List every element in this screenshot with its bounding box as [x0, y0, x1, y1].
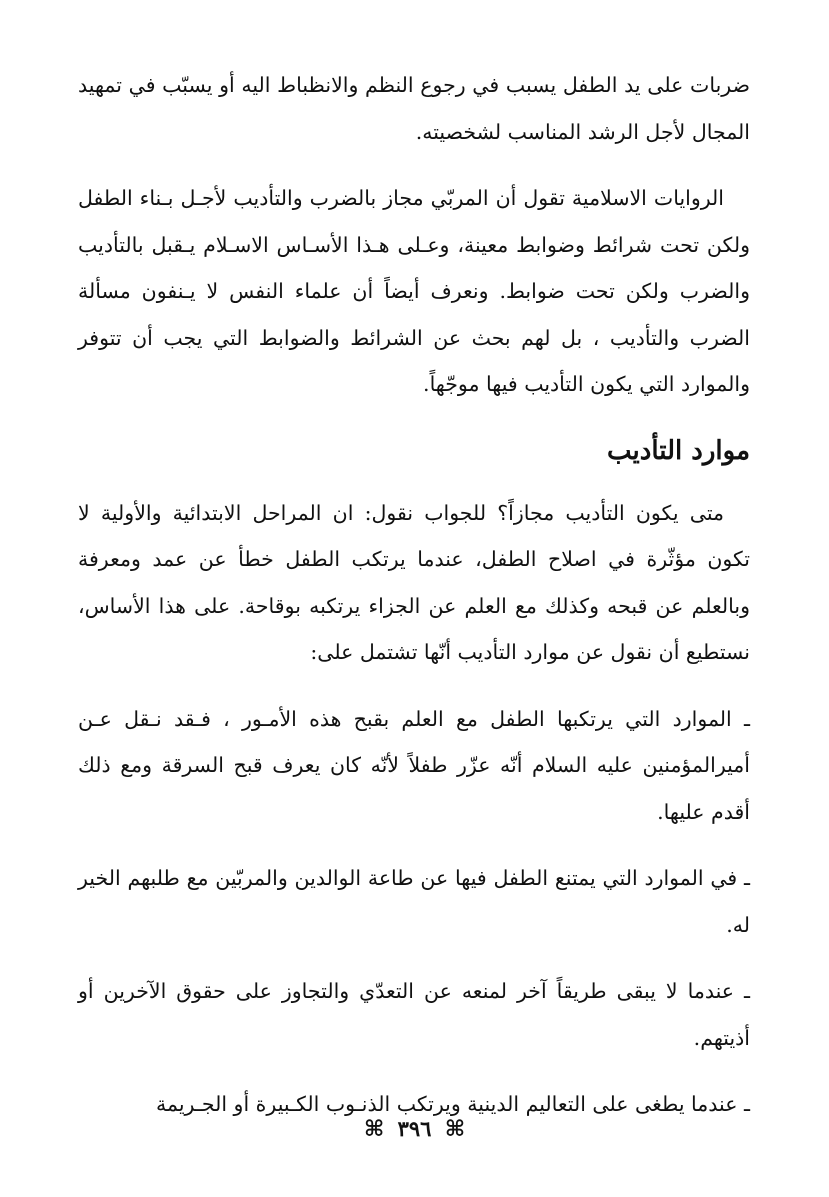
list-item-2: ـ في الموارد التي يمتنع الطفل فيها عن طاعة الوالدين والمربّين مع طلبهم الخير له.: [78, 866, 750, 937]
page-footer: [0, 1116, 829, 1142]
page-body: [78, 62, 750, 1148]
list-item-4: ـ عندما يطغى على التعاليم الدينية ويرتكب الذنـوب الكـبيرة أو الجـريمة: [156, 1092, 750, 1116]
section-heading: موارد التأديب: [606, 435, 750, 466]
page-number: ٣٩٦: [397, 1116, 432, 1141]
paragraph-2: الروايات الاسلامية تقول أن المربّي مجاز بالضرب والتأديب لأجـل بـناء الطفل ولكن تحت شرائط وضوابط معينة، وعـلى هـذا الأسـاس الاسـلام يـقبل بالتأديب والضرب ولكن تحت ضوابط. ونعرف أيضاً أن علماء النفس لا يـنفون مسألة الضرب والتأديب ، بل لهم بحث عن الشرائط والضوابط التي يجب أن تتوفر والموارد التي يكون التأديب فيها موجّهاً.: [78, 186, 750, 396]
paragraph-3: متى يكون التأديب مجازاً؟ للجواب نقول: ان المراحل الابتدائية والأولية لا تكون مؤثّرة في اصلاح الطفل، عندما يرتكب الطفل خطأ عن عمد ومعرفة وبالعلم عن قبحه وكذلك مع العلم عن الجزاء يرتكبه بوقاحة. على هذا الأساس، نستطيع أن نقول عن موارد التأديب أنّها تشتمل على:: [78, 500, 750, 664]
ornament-icon: ⌘: [444, 1117, 466, 1142]
list-item-3: ـ عندما لا يبقى طريقاً آخر لمنعه عن التعدّي والتجاوز على حقوق الآخرين أو أذيتهم.: [78, 979, 750, 1050]
list-item-1: ـ الموارد التي يرتكبها الطفل مع العلم بقبح هذه الأمـور ، فـقد نـقل عـن أميرالمؤمنين عليه السلام أنّه عزّر طفلاً لأنّه كان يعرف قبح السرقة ومع ذلك أقدم عليها.: [78, 706, 750, 824]
paragraph-1: ضربات على يد الطفل يسبب في رجوع النظم والانظباط اليه أو يسبّب في تمهيد المجال لأجل الرشد المناسب لشخصيته.: [78, 73, 750, 144]
ornament-icon: ⌘: [363, 1117, 385, 1142]
